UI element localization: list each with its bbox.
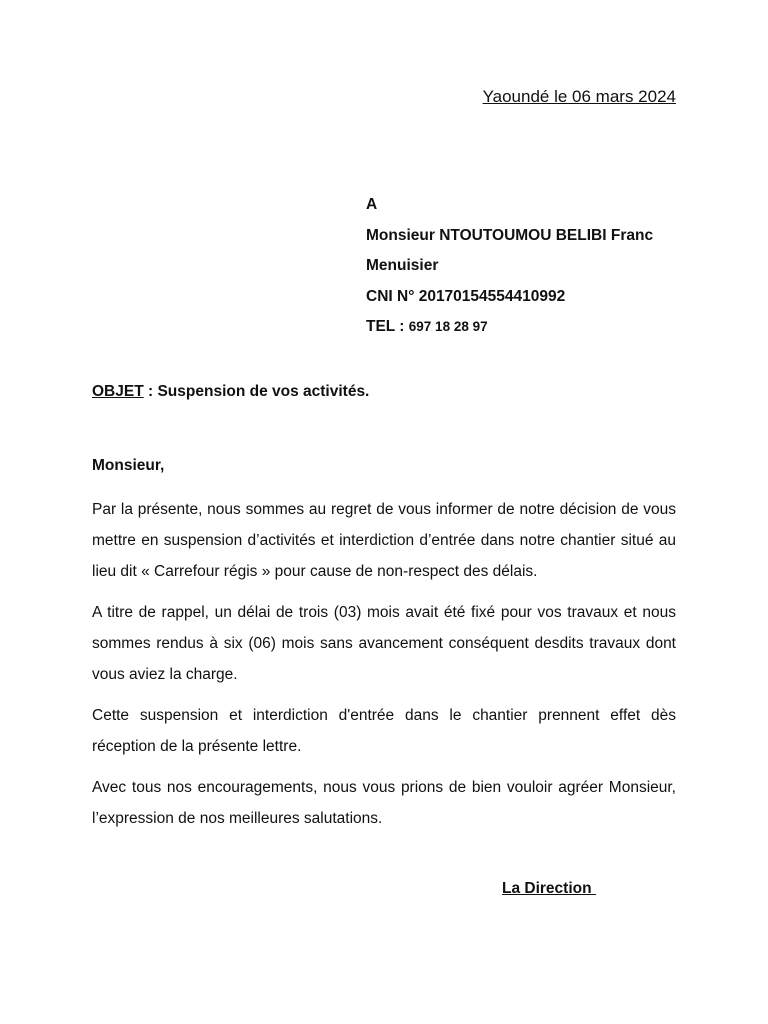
tel-number: 697 18 28 97 xyxy=(408,319,488,334)
letter-body xyxy=(92,494,676,844)
object-label: OBJET xyxy=(92,383,144,400)
recipient-tel xyxy=(366,316,706,347)
recipient-cni: CNI N° 20170154554410992 xyxy=(366,287,566,305)
recipient-profession: Menuisier xyxy=(366,257,439,274)
body-paragraph: Par la présente, nous sommes au regret de vous informer de notre décision de vous mettre en suspension d’activités et interdiction d’entrée dans notre chantier situé au lieu dit « Carrefour régis » pour cause de non-respect des délais. xyxy=(92,501,676,580)
body-paragraph: Cette suspension et interdiction d'entrée dans le chantier prennent effet dès réception de la présente lettre. xyxy=(92,707,676,755)
body-paragraph: A titre de rappel, un délai de trois (03) mois avait été fixé pour vos travaux et nous sommes rendus à six (06) mois sans avancement conséquent desdits travaux dont vous aviez la charge. xyxy=(92,604,676,683)
object-line xyxy=(92,383,369,401)
body-paragraph: Avec tous nos encouragements, nous vous prions de bien vouloir agréer Monsieur, l’expression de nos meilleures salutations. xyxy=(92,779,676,827)
signature: La Direction xyxy=(502,880,596,897)
place-date: Yaoundé le 06 mars 2024 xyxy=(482,87,676,106)
recipient-prefix: A xyxy=(366,196,378,213)
tel-label: TEL : xyxy=(366,318,409,335)
salutation: Monsieur, xyxy=(92,457,165,474)
recipient-name: Monsieur NTOUTOUMOU BELIBI Franc xyxy=(366,226,654,244)
recipient-block xyxy=(366,194,706,347)
object-text: : Suspension de vos activités. xyxy=(143,383,370,400)
